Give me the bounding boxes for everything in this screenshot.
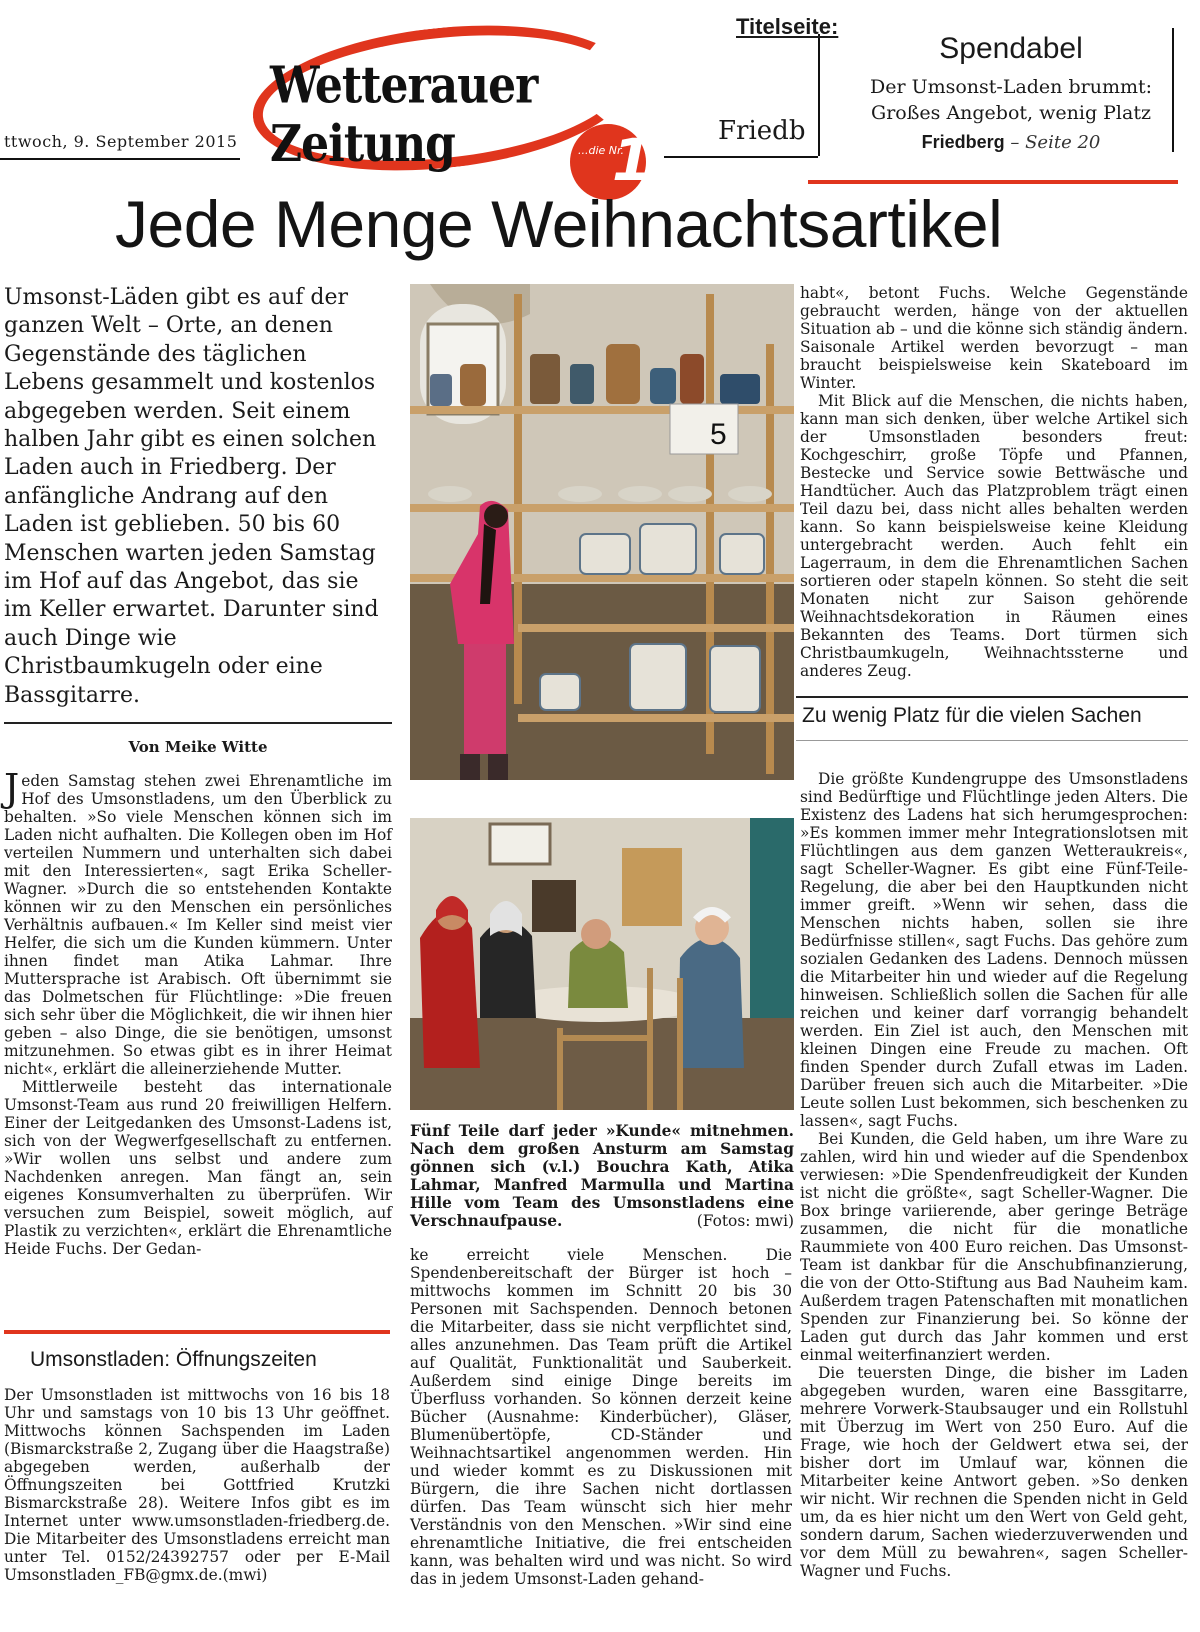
accent-rule — [808, 180, 1178, 184]
divider — [796, 740, 1188, 741]
photo-credit: (Fotos: mwi) — [696, 1212, 794, 1230]
teaser-page: – Seite 20 — [1010, 132, 1101, 153]
paragraph: Mittlerweile besteht das internationale Umsonst-Team aus rund 20 freiwilligen Helfern. Einer der Leitgedanken des Umsonst-Ladens ist, sich von der Wegwerfgesellschaft zu entfernen. »Wir wollen uns selbst und andere zum Nachdenken anregen. Man fängt an, sein eigenes Konsumverhalten zu überprüfen. Wir versuchen zum Beispiel, soweit möglich, auf Plastik zu verzichten«, erklärt die Ehrenamtliche Heide Fuchs. Der Gedan- — [4, 1078, 392, 1258]
teaser-line: Großes Angebot, wenig Platz — [871, 102, 1151, 124]
logo-number: 1 — [612, 126, 653, 194]
divider — [664, 156, 818, 158]
subheading: Zu wenig Platz für die vielen Sachen — [802, 704, 1142, 727]
team-illustration — [410, 818, 794, 1110]
teaser-box — [824, 26, 1198, 153]
divider — [0, 158, 240, 160]
logo-text: Wetterauer Zeitung — [270, 56, 538, 174]
divider — [818, 34, 820, 156]
article-column-2: ke erreicht viele Menschen. Die Spendenbereitschaft der Bürger ist hoch – mittwochs kommen im Schnitt 20 bis 30 Personen mit Sachspenden. Dennoch betonen die Mitarbeiter, dass sie nicht verpflichtet sind, alles anzunehmen. Das Team prüft die Artikel auf Qualität, Funktionalität und Sauberkeit. Außerdem sind einige Dinge bereits im Überfluss vorhanden. So können derzeit keine Bücher (Ausnahme: Kinderbücher), Gläser, Blumenübertöpfe, CD-Ständer und Weihnachtsartikel angenommen werden. Hin und wieder kommt es zu Diskussionen mit Bürgern, die ihre Sachen nicht dortlassen dürfen. Das Team wünscht sich hier mehr Verständnis von den Menschen. »Wir sind eine ehrenamtliche Initiative, die frei entscheiden kann, was behalten wird und was nicht. So wird das in jedem Umsonst-Laden gehand- — [410, 1246, 792, 1588]
teaser-place: Friedberg — [921, 132, 1005, 152]
infobox-accent-rule — [4, 1330, 390, 1334]
paragraph: Mit Blick auf die Menschen, die nichts haben, kann man sich denken, über welche Artikel sich der Umsonstladen besonders freut: Kochgeschirr, große Töpfe und Pfannen, Bestecke und Service sowie Bettwäsche und Handtücher. Auch das Platzproblem trägt einen Teil dazu bei, dass nicht alles behalten werden kann. So kann beispielsweise keine Kleidung untergebracht werden. Auch fehlt ein Lagerraum, in dem die Ehrenamtlichen Sachen sortieren oder stapeln können. So steht die seit Monaten nicht zur Saison gehörende Weihnachtsdekoration in Räumen eines Bekannten des Teams. Dort türmen sich Christbaumkugeln, Weihnachtssterne und anderes Zeug. — [800, 392, 1188, 680]
section-fragment: Friedb — [718, 116, 806, 146]
byline: Von Meike Witte — [128, 738, 268, 756]
titelseite-label: Titelseite: — [736, 14, 839, 39]
paragraph: Die größte Kundengruppe des Umsonstladens sind Bedürftige und Flüchtlinge jeden Alters. Die Existenz des Ladens hat sich herumgesprochen: »Es kommen immer mehr Integrationslotsen mit Flüchtlingen aus dem ganzen Wetteraukreis«, sagt Scheller-Wagner. Es gibt eine Fünf-Teile-Regelung, die aber bei den Hauptkunden nicht immer greift. »Wenn wir sehen, dass die Menschen nichts haben, sollen sie ihre Bedürfnisse stillen«, sagt Fuchs. Das gehöre zum sozialen Gedanken des Ladens. Dennoch müssen die Mitarbeiter hin und wieder auf die Regelung hinweisen. Schließlich sollen die Sachen für alle reichen und keiner darf vorrangig behandelt werden. Ein Ziel ist auch, den Menschen mit kleinen Dingen eine Freude zu machen. Oft finden Spender durch Zufall etwas im Laden. Darüber freuen sich auch die Mitarbeiter. »Die Leute sollen Lust bekommen, sich beschenken zu lassen«, sagt Fuchs. — [800, 770, 1188, 1130]
shelf-sign-number: 5 — [710, 418, 727, 451]
shelves-illustration — [410, 284, 794, 780]
teaser-title: Spendabel — [939, 32, 1083, 65]
article-column-1 — [4, 766, 392, 1258]
logo-tag: ...die Nr. — [578, 144, 625, 157]
teaser-reference — [824, 132, 1198, 153]
caption-text: Fünf Teile darf jeder »Kunde« mitnehmen. Nach dem großen Ansturm am Samstag gönnen sich (v.l.) Bouchra Kath, Atika Lahmar, Manfred Marmulla und Martina Hille vom Team des Umsonstladens eine Verschnaufpause. — [410, 1122, 794, 1230]
divider — [1172, 28, 1174, 152]
divider — [4, 722, 392, 724]
newspaper-logo — [252, 28, 656, 194]
photo-caption — [410, 1122, 794, 1230]
paragraph: Die teuersten Dinge, die bisher im Laden abgegeben wurden, waren eine Bassgitarre, mehrere Vorwerk-Staubsauger und ein Rollstuhl mit Überzug im Wert von 250 Euro. Auf die Frage, wie hoch der Geldwert etwa sei, der bisher dort im Umlauf war, können die Mitarbeiter keine Antwort geben. »So denken wir nicht. Wir rechnen die Spenden nicht in Geld um, da es hier nicht um den Wert von Geld geht, sondern darum, Sachen wiederzuverwenden und vor dem Müll zu bewahren«, sagen Scheller-Wagner und Fuchs. — [800, 1364, 1188, 1580]
infobox-text: Der Umsonstladen ist mittwochs von 16 bis 18 Uhr und samstags von 10 bis 13 Uhr geöffnet. Mittwochs können Sachspenden im Laden (Bismarckstraße 2, Zugang über die Haagstraße) abgegeben werden, außerhalb der Öffnungszeiten bei Gottfried Krutzki Bismarckstraße 28). Weitere Infos gibt es im Internet unter www.umsonstladen-friedberg.de. Die Mitarbeiter des Umsonstladens erreicht man unter Tel. 0152/24392757 oder per E-Mail Umsonstladen_FB@gmx.de.(mwi) — [4, 1386, 390, 1584]
photo-shelves — [410, 284, 794, 780]
teaser-line: Der Umsonst-Laden brummt: — [869, 76, 1153, 98]
infobox-title: Umsonstladen: Öffnungszeiten — [30, 1348, 317, 1371]
paragraph: Jeden Samstag stehen zwei Ehrenamtliche im Hof des Umsonstladens, um den Überblick zu behalten. »So viele Menschen können sich im Laden nicht aufhalten. Die Kollegen oben im Hof verteilen Nummern und unterhalten sich dabei mit den Interessierten«, sagt Erika Scheller-Wagner. »Durch die so entstehenden Kontakte können wir zu den Menschen ein persönliches Verhältnis aufbauen.« Im Keller sind meist vier Helfer, die sich um die Kunden kümmern. Unter ihnen findet man Atika Lahmar. Ihre Muttersprache ist Arabisch. Oft übernimmt sie das Dolmetschen für Flüchtlinge: »Die freuen sich sehr über die Möglichkeit, die wir ihnen hier geben – also Dinge, die sie benötigen, umsonst mitzunehmen. So etwas gibt es in ihrer Heimat nicht«, erklärt die alleinerziehende Mutter. — [4, 766, 392, 1078]
paragraph: habt«, betont Fuchs. Welche Gegenstände gebraucht werden, hänge von der aktuellen Situation ab – und die könne sich ständig ändern. Saisonale Artikel werden bevorzugt – man braucht beispielsweise kein Skateboard im Winter. — [800, 284, 1188, 392]
headline: Jede Menge Weihnachtsartikel — [115, 187, 1003, 261]
article-column-3-continued — [800, 770, 1188, 1580]
dateline: ttwoch, 9. September 2015 — [4, 132, 238, 151]
divider — [796, 696, 1188, 698]
article-column-3 — [800, 284, 1188, 680]
photo-team — [410, 818, 794, 1110]
lead-paragraph: Umsonst-Läden gibt es auf der ganzen Welt – Orte, an denen Gegenstände des täglichen Lebens gesammelt und kostenlos abgegeben werden. Seit einem halben Jahr gibt es einen solchen Laden auch in Friedberg. Der anfängliche Andrang auf den Laden ist geblieben. 50 bis 60 Menschen warten jeden Samstag im Hof auf das Angebot, das sie im Keller erwartet. Darunter sind auch Dinge wie Christbaumkugeln oder eine Bassgitarre. — [4, 285, 379, 708]
paragraph: Bei Kunden, die Geld haben, um ihre Ware zu zahlen, wird hin und wieder auf die Spendenbox verwiesen: »Die Spendenfreudigkeit der Kunden ist nicht die größte«, sagt Scheller-Wagner. Die Box bringe variierende, aber geringe Beträge zusammen, die nicht für die monatliche Raummiete von 400 Euro reichen. Das Umsonst-Team ist dankbar für die Anschubfinanzierung, die von der Otto-Stiftung aus Bad Nauheim kam. Außerdem tragen Patenschaften mit monatlichen Spenden zur Finanzierung bei. So könne der Laden gut durch das Jahr kommen und erst einmal weiterfinanziert werden. — [800, 1130, 1188, 1364]
